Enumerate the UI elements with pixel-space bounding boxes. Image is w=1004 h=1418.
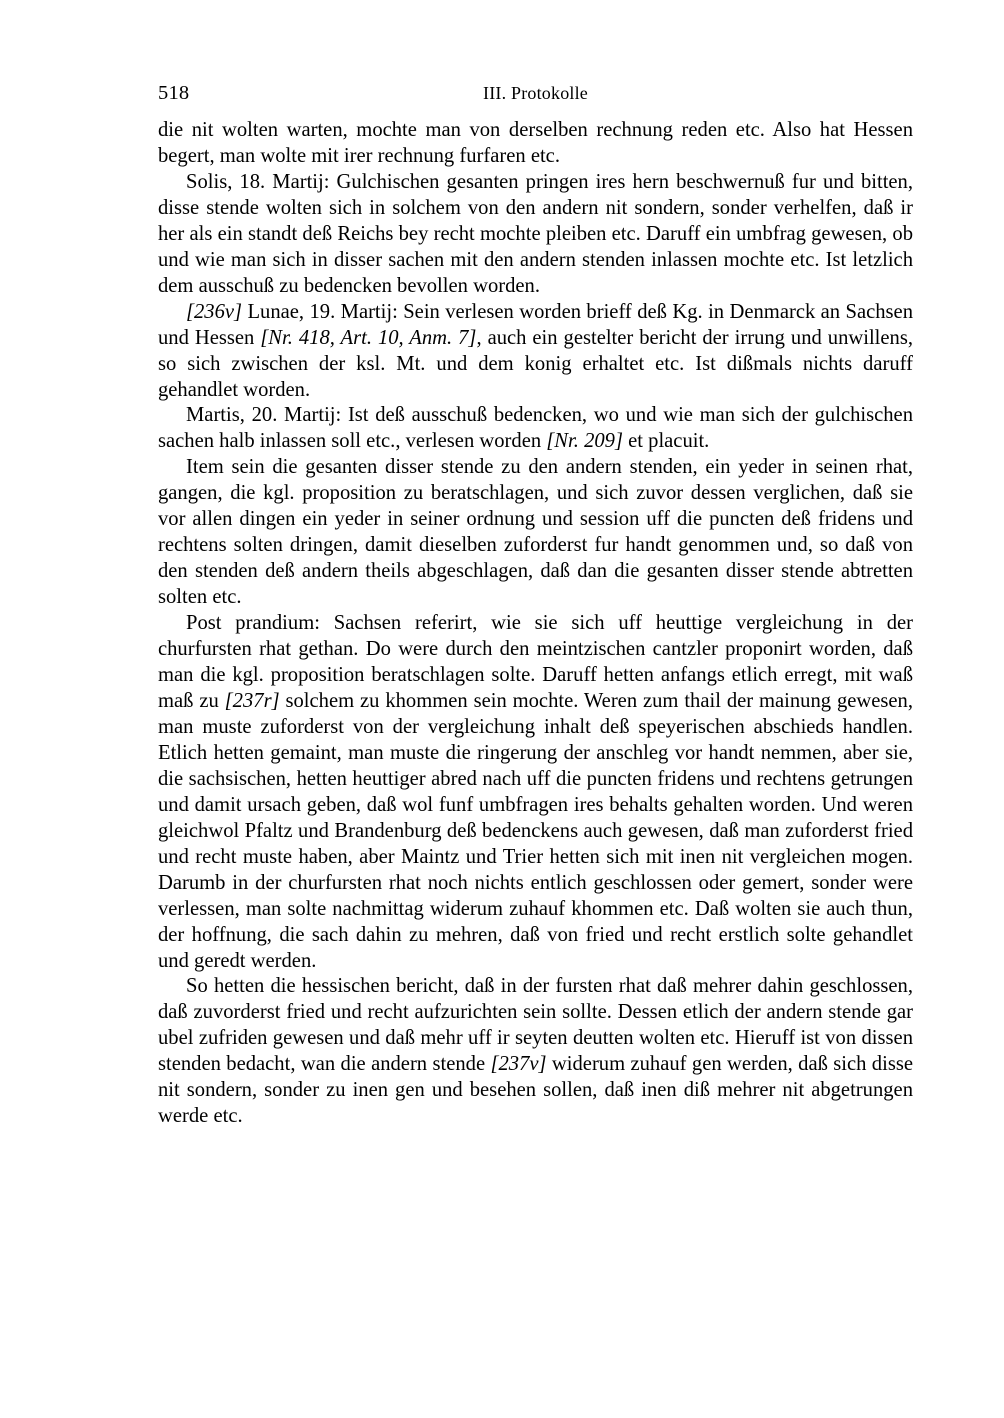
body-text-column — [158, 118, 913, 1130]
editorial-reference: [Nr. 209] — [546, 430, 623, 453]
editorial-reference: [Nr. 418, Art. 10, Anm. 7] — [260, 326, 477, 349]
text-run: So hetten die hessischen bericht, daß in der fursten rhat daß mehrer dahin geschlossen, daß zuvorderst fried und recht aufzurichten sein sollte. Dessen etlich der andern stende gar ubel zufriden gewesen und daß mehr uff ir seyten deutten wolten etc. Hieruff ist von dissen stenden bedacht, wan die andern stende — [158, 975, 913, 1076]
text-run: Lunae, 19. Martij: Sein verlesen worden brieff deß Kg. in Denmarck an Sachsen und Hessen — [158, 300, 913, 349]
text-run: widerum zuhauf gen werden, daß sich disse nit sondern, sonder zu inen gen und besehen sollen, daß inen diß mehrer nit abgetrungen werde etc. — [158, 1053, 913, 1128]
paragraph — [158, 611, 913, 974]
text-run: Post prandium: Sachsen referirt, wie sie sich uff heuttige vergleichung in der churfursten rhat gethan. Do were durch den meintzischen cantzler proponirt worden, daß man die kgl. proposition beratschlagen solte. Daruff hetten anfangs etlich erregt, mit waß maß zu — [158, 612, 913, 712]
page-number: 518 — [158, 82, 190, 104]
text-run: Martis, 20. Martij: Ist deß ausschuß bedencken, wo und wie man sich der gulchischen sachen halb inlassen soll etc., verlesen worden — [158, 404, 913, 453]
paragraph — [158, 170, 913, 300]
text-run: die nit wolten warten, mochte man von derselben rechnung reden etc. Also hat Hessen begert, man wolte mit irer rechnung furfaren etc. — [158, 119, 913, 167]
paragraph — [158, 118, 913, 170]
page-header — [158, 80, 913, 106]
paragraph — [158, 974, 913, 1130]
text-run: solchem zu khommen sein mochte. Weren zum thail der mainung gewesen, man muste zuforderst von der vergleichung inhalt deß speyerischen abschieds handlen. Etlich hetten gemaint, man muste die ringerung der anschleg vor handt nemmen, aber sie, die sachsischen, hetten heuttiger abred nach uff die puncten fridens und rechtens getrungen und damit ursach geben, daß wol funf umbfragen ires behalts gehalten worden. Und weren gleichwol Pfaltz und Brandenburg deß bedenckens auch gewesen, daß man zuforderst fried und recht muste haben, aber Maintz und Trier hetten sich mit inen nit vergleichen mogen. Darumb in der churfursten rhat noch nichts entlich geschlossen oder gemert, sonder were verlessen, man solte nachmittag widerum zuhauf khommen etc. Daß wolten sie auch thun, der hoffnung, die sach dahin zu mehren, daß von fried und recht erstlich solte gehandlet und geredt werden. — [158, 689, 913, 972]
text-run: Item sein die gesanten disser stende zu den andern stenden, ein yeder in seinen rhat, gangen, die kgl. proposition zu beratschlagen, und sich zuvor dessen verglichen, daß sie vor allen dingen ein yeder in seiner ordnung und session uff die puncten deß fridens und rechtens solten dringen, damit dieselben zuforderst fur handt genommen und, so daß von den stenden deß andern theils abgeschlagen, daß dan die gesanten disser stende abtretten solten etc. — [158, 456, 913, 609]
running-head: III. Protokolle — [483, 83, 588, 103]
text-run: , auch ein gestelter bericht der irrung und unwillens, so sich zwischen der ksl. Mt. und dem konig erhaltet etc. Ist dißmals nichts daruff gehandlet worden. — [158, 326, 913, 401]
editorial-reference: [237r] — [224, 689, 280, 712]
editorial-reference: [237v] — [490, 1053, 547, 1076]
paragraph — [158, 300, 913, 404]
text-run: Solis, 18. Martij: Gulchischen gesanten pringen ires hern beschwernuß fur und bitten, disse stende wolten sich in solchem von den andern nit sondern, sonder verhelfen, daß ir her als ein standt deß Reichs bey recht mochte pleiben etc. Daruff ein umbfrag gewesen, ob und wie man sich in disser sachen mit den andern stenden inlassen mochte etc. Ist letzlich dem ausschuß zu bedencken bevollen worden. — [158, 170, 913, 297]
paragraph — [158, 455, 913, 611]
paragraph — [158, 403, 913, 455]
text-run: et placuit. — [622, 430, 710, 453]
editorial-reference: [236v] — [186, 300, 243, 323]
